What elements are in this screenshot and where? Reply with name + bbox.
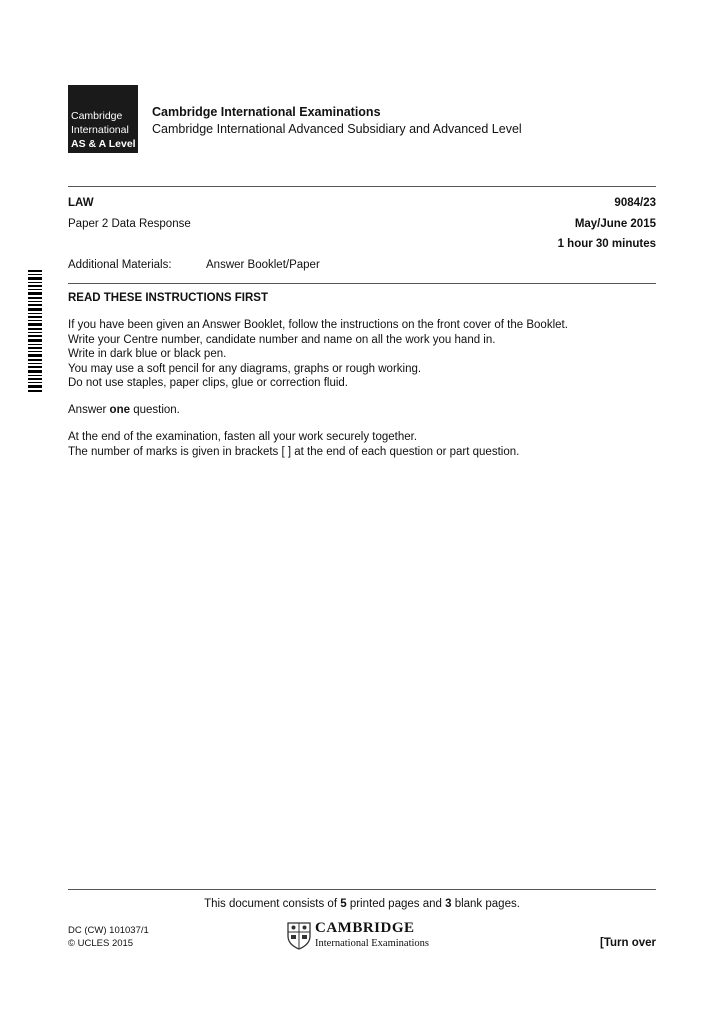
exam-board-title: Cambridge International Examinations [152, 105, 381, 119]
answer-pre: Answer [68, 404, 110, 416]
candidate-barcode [28, 270, 42, 392]
materials-label: Additional Materials: [68, 259, 172, 271]
crest-icon [287, 922, 311, 950]
exam-board-subtitle: Cambridge International Advanced Subsidiary and Advanced Level [152, 122, 522, 136]
page-count-statement [0, 898, 724, 910]
instruction-line: You may use a soft pencil for any diagrams, graphs or rough working. [68, 362, 422, 375]
end-instructions [68, 430, 658, 459]
dc-code: DC (CW) 101037/1 [68, 925, 149, 936]
turn-over-label: [Turn over [599, 937, 656, 949]
subject-name: LAW [68, 197, 94, 209]
consists-mid: printed pages and [346, 898, 446, 910]
materials-divider [68, 283, 656, 284]
footer-brand-word: CAMBRIDGE [315, 920, 415, 936]
paper-title: Paper 2 Data Response [68, 218, 191, 230]
logo-line-3: AS & A Level [71, 138, 136, 150]
instruction-line: Do not use staples, paper clips, glue or correction fluid. [68, 377, 348, 389]
instruction-line: Write in dark blue or black pen. [68, 348, 227, 360]
header-divider [68, 186, 656, 187]
consists-pre: This document consists of [204, 898, 341, 910]
consists-post: blank pages. [451, 898, 520, 910]
syllabus-code: 9084/23 [614, 197, 656, 209]
exam-session: May/June 2015 [574, 218, 656, 230]
instruction-line: Write your Centre number, candidate number and name on all the work you hand in. [68, 333, 496, 346]
answer-instruction [68, 404, 180, 416]
answer-post: question. [130, 404, 180, 416]
footer-divider [68, 889, 656, 890]
printed-page-count: 5 [340, 898, 347, 910]
cambridge-footer-logo [285, 920, 435, 952]
end-instruction-line: The number of marks is given in brackets [ ] at the end of each question or part question. [68, 445, 520, 458]
materials-value: Answer Booklet/Paper [206, 259, 320, 271]
instructions-heading: READ THESE INSTRUCTIONS FIRST [68, 292, 268, 304]
answer-count: one [109, 404, 130, 416]
footer-brand-sub: International Examinations [315, 938, 430, 949]
instruction-line: If you have been given an Answer Booklet, follow the instructions on the front cover of the Booklet. [68, 319, 568, 331]
exam-duration: 1 hour 30 minutes [557, 238, 656, 250]
blank-page-count: 3 [445, 898, 452, 910]
logo-line-2: International [71, 124, 129, 136]
cambridge-as-a-level-logo [68, 85, 138, 153]
end-instruction-line: At the end of the examination, fasten all your work securely together. [68, 431, 418, 443]
copyright-notice: © UCLES 2015 [68, 938, 134, 949]
logo-line-1: Cambridge [71, 110, 123, 122]
instructions-list [68, 318, 658, 391]
